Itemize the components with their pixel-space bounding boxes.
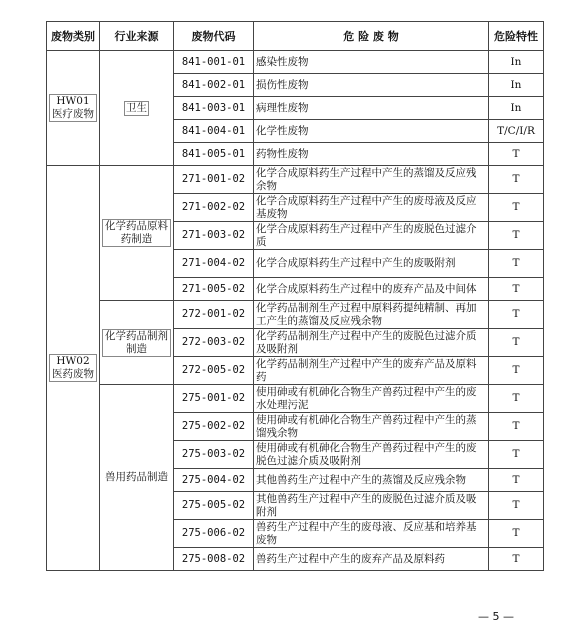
waste-description: 化学合成原料药生产过程中产生的废脱色过滤介质 [254,222,489,250]
waste-code: 272-001-02 [174,301,254,329]
waste-code: 272-005-02 [174,357,254,385]
waste-code: 275-003-02 [174,441,254,469]
hazard-characteristic: In [489,97,544,120]
waste-description: 化学合成原料药生产过程中产生的废母液及反应基废物 [254,194,489,222]
source-cell-health: 卫生 [100,51,174,166]
waste-code: 271-004-02 [174,250,254,278]
hazard-characteristic: T [489,357,544,385]
hazard-characteristic: T [489,222,544,250]
waste-code: 271-003-02 [174,222,254,250]
hazard-characteristic: T [489,520,544,548]
hazard-characteristic: T/C/I/R [489,120,544,143]
waste-description: 感染性废物 [254,51,489,74]
waste-description: 损伤性废物 [254,74,489,97]
source-cell-api-manufacturing: 化学药品原料药制造 [100,166,174,301]
waste-description: 化学药品制剂生产过程中原料药提纯精制、再加工产生的蒸馏及反应残余物 [254,301,489,329]
waste-code: 841-001-01 [174,51,254,74]
hazard-characteristic: T [489,441,544,469]
waste-code: 841-004-01 [174,120,254,143]
table-row [47,166,544,194]
header-code: 废物代码 [174,22,254,51]
waste-code: 272-003-02 [174,329,254,357]
waste-description: 化学合成原料药生产过程中的废弃产品及中间体 [254,278,489,301]
hazard-characteristic: T [489,492,544,520]
waste-description: 兽药生产过程中产生的废母液、反应基和培养基废物 [254,520,489,548]
table-row [47,385,544,413]
waste-code: 275-001-02 [174,385,254,413]
waste-code: 275-005-02 [174,492,254,520]
header-category: 废物类别 [47,22,100,51]
waste-description: 其他兽药生产过程中产生的蒸馏及反应残余物 [254,469,489,492]
waste-code: 275-006-02 [174,520,254,548]
table-row [47,51,544,74]
hazard-characteristic: T [489,278,544,301]
waste-description: 化学性废物 [254,120,489,143]
header-characteristic: 危险特性 [489,22,544,51]
waste-code: 275-004-02 [174,469,254,492]
hazard-characteristic: T [489,166,544,194]
hazard-characteristic: T [489,329,544,357]
hazard-characteristic: T [489,413,544,441]
waste-description: 化学药品制剂生产过程中产生的废脱色过滤介质及吸附剂 [254,329,489,357]
hazard-characteristic: T [489,194,544,222]
header-source: 行业来源 [100,22,174,51]
waste-description: 使用砷或有机砷化合物生产兽药过程中产生的废脱色过滤介质及吸附剂 [254,441,489,469]
waste-code: 271-002-02 [174,194,254,222]
hazard-characteristic: T [489,250,544,278]
hazard-characteristic: T [489,301,544,329]
waste-description: 化学合成原料药生产过程中产生的废吸附剂 [254,250,489,278]
waste-description: 病理性废物 [254,97,489,120]
waste-code: 271-005-02 [174,278,254,301]
waste-code: 841-003-01 [174,97,254,120]
category-cell-hw02: HW02 医药废物 [47,166,100,571]
waste-code: 271-001-02 [174,166,254,194]
waste-description: 药物性废物 [254,143,489,166]
page-number: — 5 — [478,610,514,623]
source-cell-veterinary-manufacturing: 兽用药品制造 [100,385,174,571]
header-row [47,22,544,51]
category-cell-hw01: HW01 医疗废物 [47,51,100,166]
waste-description: 兽药生产过程中产生的废弃产品及原料药 [254,548,489,571]
waste-code: 841-005-01 [174,143,254,166]
source-cell-preparation-manufacturing: 化学药品制剂制造 [100,301,174,385]
waste-description: 使用砷或有机砷化合物生产兽药过程中产生的废水处理污泥 [254,385,489,413]
table-row [47,301,544,329]
waste-description: 使用砷或有机砷化合物生产兽药过程中产生的蒸馏残余物 [254,413,489,441]
hazard-characteristic: In [489,74,544,97]
hazard-characteristic: In [489,51,544,74]
hazard-characteristic: T [489,548,544,571]
hazardous-waste-table [46,21,544,571]
waste-code: 275-008-02 [174,548,254,571]
waste-code: 841-002-01 [174,74,254,97]
waste-code: 275-002-02 [174,413,254,441]
hazard-characteristic: T [489,385,544,413]
hazard-characteristic: T [489,143,544,166]
waste-description: 其他兽药生产过程中产生的废脱色过滤介质及吸附剂 [254,492,489,520]
waste-description: 化学药品制剂生产过程中产生的废弃产品及原料药 [254,357,489,385]
header-description: 危 险 废 物 [254,22,489,51]
hazard-characteristic: T [489,469,544,492]
waste-description: 化学合成原料药生产过程中产生的蒸馏及反应残余物 [254,166,489,194]
